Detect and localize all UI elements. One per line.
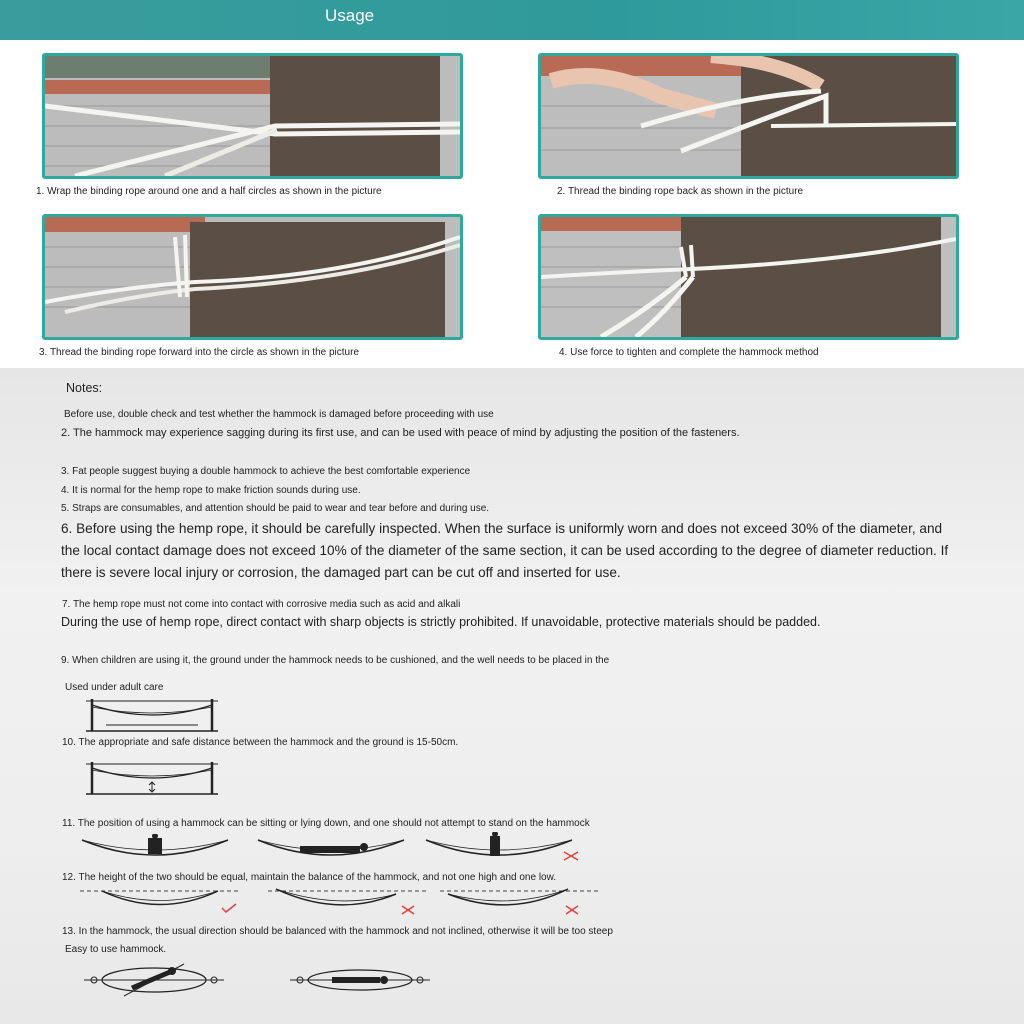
hammock-posts-figure-1 <box>86 695 220 735</box>
hammock-sitting-figure <box>80 834 230 864</box>
note-13: 13. In the hammock, the usual direction should be balanced with the hammock and not inclined, otherwise it will be too steep <box>62 926 613 937</box>
note-2: 2. The hammock may experience sagging during its first use, and can be used with peace of mind by adjusting the position of the fasteners. <box>61 427 740 439</box>
hammock-unbalanced-figure-2 <box>440 886 600 916</box>
step-4-photo <box>538 214 959 340</box>
hammock-posts-figure-2 <box>86 758 220 798</box>
hammock-lying-figure <box>256 834 406 864</box>
hammock-standing-figure <box>424 832 584 864</box>
step-3-caption: 3. Thread the binding rope forward into the circle as shown in the picture <box>39 347 359 358</box>
step-1-photo <box>42 53 463 179</box>
hammock-unbalanced-figure-1 <box>268 886 428 916</box>
note-9: 9. When children are using it, the ground under the hammock needs to be cushioned, and the well needs to be placed in the <box>61 655 610 666</box>
note-6: 6. Before using the hemp rope, it should be carefully inspected. When the surface is uniformly worn and does not exceed 30% of the diameter, and the local contact damage does not exceed 10% of the diameter of the same section, it can be used according to the degree of diameter reduction. If there is severe local injury or corrosion, the damaged part can be cut off and inserted for use. <box>61 521 949 580</box>
note-13b: Easy to use hammock. <box>65 944 167 955</box>
note-11: 11. The position of using a hammock can be sitting or lying down, and one should not attempt to stand on the hammock <box>62 818 590 829</box>
note-1: Before use, double check and test whether the hammock is damaged before proceeding with use <box>64 409 494 420</box>
hammock-inclined-topview-figure <box>84 962 224 998</box>
note-4: 4. It is normal for the hemp rope to make friction sounds during use. <box>61 485 361 496</box>
note-3: 3. Fat people suggest buying a double hammock to achieve the best comfortable experience <box>61 466 471 477</box>
step-2-caption: 2. Thread the binding rope back as shown in the picture <box>557 186 804 197</box>
note-7: 7. The hemp rope must not come into contact with corrosive media such as acid and alkali <box>62 599 461 610</box>
note-10: 10. The appropriate and safe distance between the hammock and the ground is 15-50cm. <box>62 737 459 748</box>
note-9b: Used under adult care <box>65 682 164 693</box>
step-3-photo <box>42 214 463 340</box>
note-7b: During the use of hemp rope, direct contact with sharp objects is strictly prohibited. If unavoidable, protective materials should be padded. <box>61 615 821 629</box>
hammock-straight-topview-figure <box>290 962 430 998</box>
notes-heading: Notes: <box>66 381 103 395</box>
note-12: 12. The height of the two should be equal, maintain the balance of the hammock, and not one high and one low. <box>62 872 557 883</box>
step-1-caption: 1. Wrap the binding rope around one and a half circles as shown in the picture <box>36 186 382 197</box>
hammock-balanced-figure <box>80 886 240 916</box>
page-title: Usage <box>325 6 375 25</box>
header-bar <box>0 0 1024 40</box>
note-5: 5. Straps are consumables, and attention should be paid to wear and tear before and during use. <box>61 503 490 514</box>
step-2-photo <box>538 53 959 179</box>
step-4-caption: 4. Use force to tighten and complete the hammock method <box>559 347 819 358</box>
